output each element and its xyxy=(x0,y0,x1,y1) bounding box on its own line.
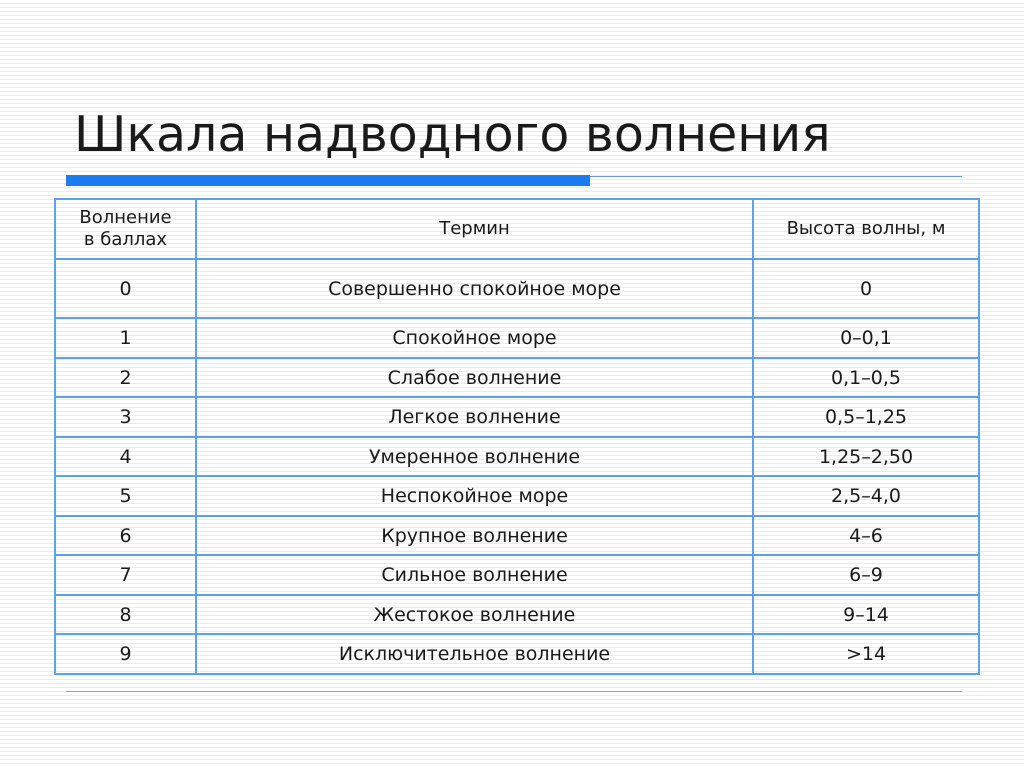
slide-title: Шкала надводного волнения xyxy=(74,106,831,163)
header-score xyxy=(55,199,196,259)
cell-height: 4–6 xyxy=(753,516,979,556)
table-row xyxy=(55,259,979,318)
cell-score: 9 xyxy=(55,634,196,674)
cell-score: 3 xyxy=(55,397,196,437)
cell-height: 0–0,1 xyxy=(753,318,979,358)
cell-term: Совершенно спокойное море xyxy=(196,259,753,318)
table-row xyxy=(55,595,979,635)
table-row xyxy=(55,437,979,477)
header-height: Высота волны, м xyxy=(753,199,979,259)
cell-height: 0,1–0,5 xyxy=(753,358,979,398)
cell-height: 2,5–4,0 xyxy=(753,476,979,516)
cell-term: Умеренное волнение xyxy=(196,437,753,477)
cell-height: 9–14 xyxy=(753,595,979,635)
bottom-divider-line xyxy=(66,691,962,692)
header-term: Термин xyxy=(196,199,753,259)
table-row xyxy=(55,555,979,595)
header-score-line2: в баллах xyxy=(83,229,168,250)
cell-height: >14 xyxy=(753,634,979,674)
cell-term: Легкое волнение xyxy=(196,397,753,437)
table-row xyxy=(55,318,979,358)
cell-term: Неспокойное море xyxy=(196,476,753,516)
table-row xyxy=(55,358,979,398)
wave-scale-table xyxy=(54,198,980,675)
table-row xyxy=(55,397,979,437)
cell-term: Жестокое волнение xyxy=(196,595,753,635)
table-row xyxy=(55,476,979,516)
cell-score: 8 xyxy=(55,595,196,635)
cell-term: Слабое волнение xyxy=(196,358,753,398)
header-score-line1: Волнение xyxy=(79,207,172,228)
cell-term: Спокойное море xyxy=(196,318,753,358)
cell-score: 4 xyxy=(55,437,196,477)
cell-score: 1 xyxy=(55,318,196,358)
cell-term: Сильное волнение xyxy=(196,555,753,595)
cell-score: 0 xyxy=(55,259,196,318)
cell-height: 6–9 xyxy=(753,555,979,595)
wave-scale-table-container xyxy=(54,198,978,675)
cell-score: 7 xyxy=(55,555,196,595)
cell-score: 5 xyxy=(55,476,196,516)
cell-score: 2 xyxy=(55,358,196,398)
cell-height: 0 xyxy=(753,259,979,318)
cell-height: 0,5–1,25 xyxy=(753,397,979,437)
cell-term: Крупное волнение xyxy=(196,516,753,556)
table-row xyxy=(55,634,979,674)
title-accent-bar xyxy=(66,175,590,186)
table-header-row xyxy=(55,199,979,259)
cell-score: 6 xyxy=(55,516,196,556)
title-accent-line xyxy=(590,176,962,177)
cell-term: Исключительное волнение xyxy=(196,634,753,674)
table-row xyxy=(55,516,979,556)
cell-height: 1,25–2,50 xyxy=(753,437,979,477)
